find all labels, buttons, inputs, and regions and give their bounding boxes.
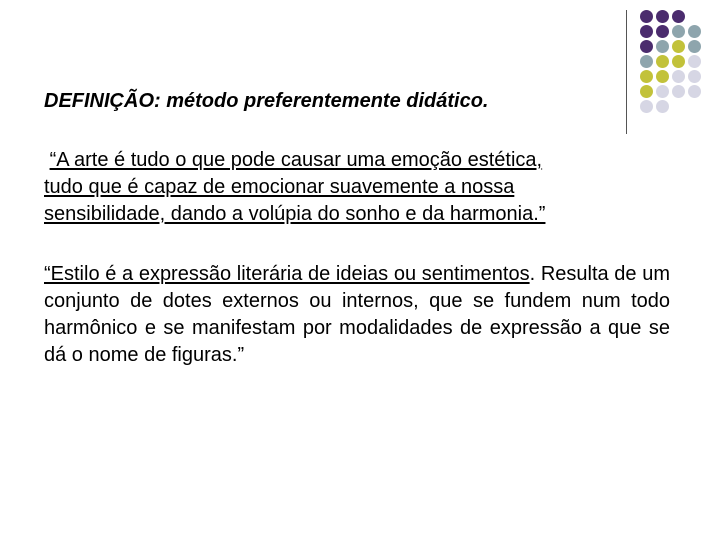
decorative-dot	[688, 85, 701, 98]
quote-art-line-3: sensibilidade, dando a volúpia do sonho e da harmonia.”	[44, 203, 546, 225]
decorative-dot	[672, 40, 685, 53]
decorative-dot	[656, 70, 669, 83]
decorative-dot	[672, 25, 685, 38]
quote-art-line-1: “A arte é tudo o que pode causar uma emoção estética,	[49, 149, 543, 171]
decorative-dot	[672, 85, 685, 98]
decorative-dot	[640, 100, 653, 113]
decorative-dot	[656, 25, 669, 38]
quote-style-rest: . Resulta de um conjunto de dotes externos ou internos, que se fundem num todo harmônico e se manifestam por modalidades de expressão a que se dá o nome de figuras.”	[44, 263, 670, 366]
decorative-dot	[672, 70, 685, 83]
quote-style	[44, 261, 670, 369]
decorative-dot	[640, 40, 653, 53]
decorative-dot	[640, 85, 653, 98]
decorative-dot	[640, 55, 653, 68]
quote-art	[44, 147, 670, 228]
decorative-vertical-line	[626, 10, 627, 134]
decorative-dot	[672, 55, 685, 68]
definition-heading: DEFINIÇÃO: método preferentemente didático.	[44, 90, 489, 112]
decorative-dot	[656, 55, 669, 68]
decorative-dot	[688, 55, 701, 68]
decorative-dot	[688, 70, 701, 83]
decorative-dot	[656, 10, 669, 23]
decorative-dot	[640, 10, 653, 23]
decorative-dot	[656, 40, 669, 53]
decorative-dot	[672, 10, 685, 23]
decorative-dot	[640, 25, 653, 38]
decorative-dot	[656, 100, 669, 113]
decorative-dot	[640, 70, 653, 83]
decorative-dot	[688, 40, 701, 53]
quote-art-line-2: tudo que é capaz de emocionar suavemente a nossa	[44, 176, 515, 198]
decorative-dot	[688, 25, 701, 38]
decorative-dot-grid	[640, 10, 720, 120]
quote-style-underlined: “Estilo é a expressão literária de ideias ou sentimentos	[44, 263, 530, 285]
decorative-dot	[656, 85, 669, 98]
